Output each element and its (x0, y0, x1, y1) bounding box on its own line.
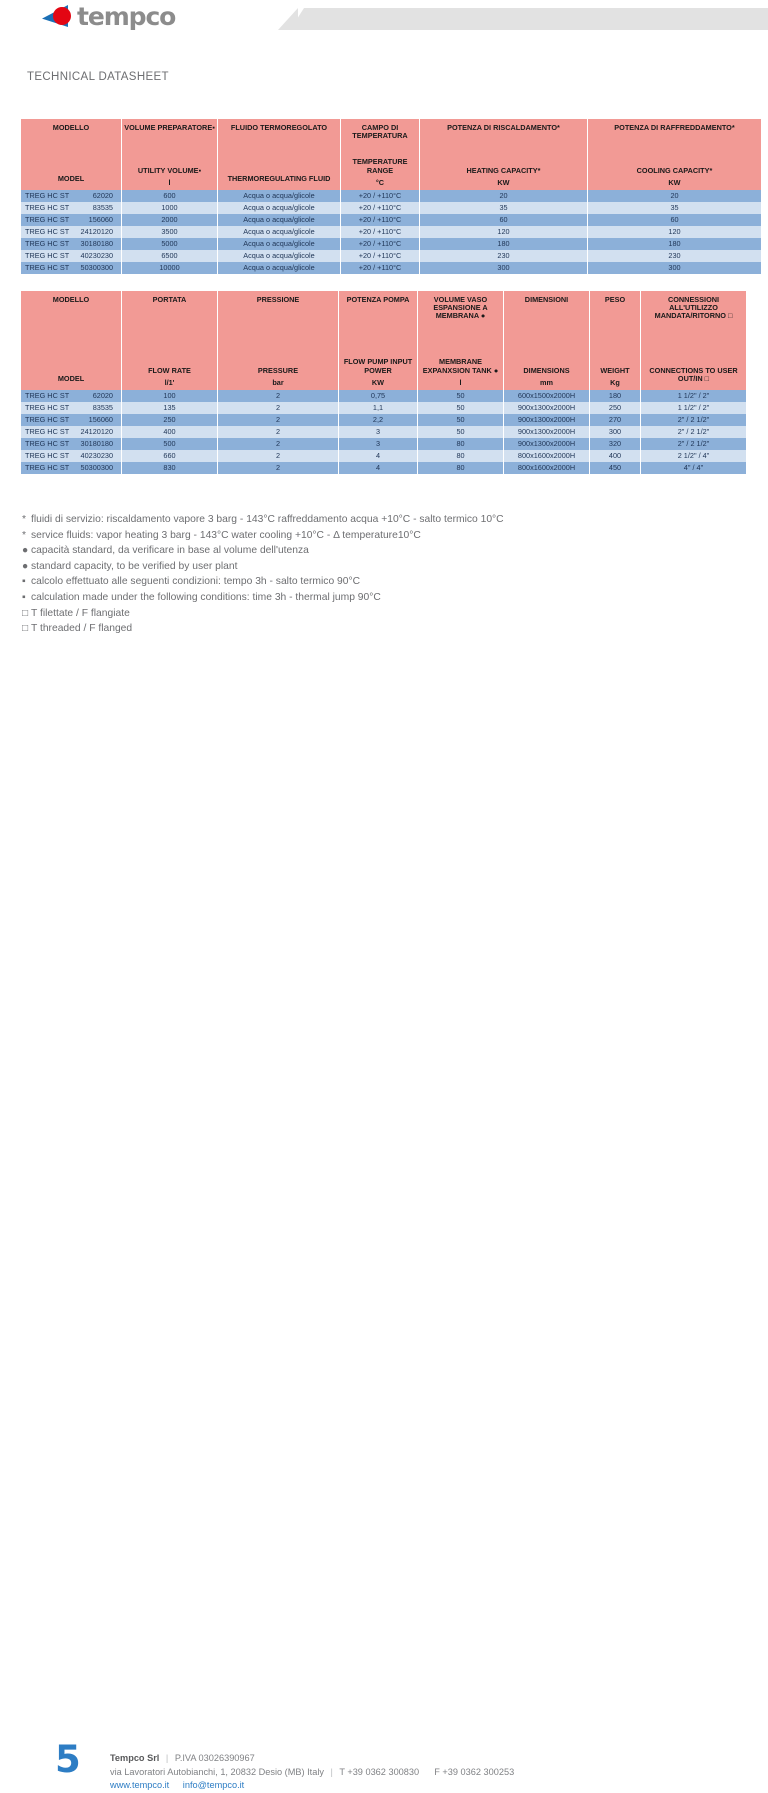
cell-weight: 320 (590, 438, 640, 450)
cell-fluid: Acqua o acqua/glicole (218, 214, 340, 226)
footer-phone: T +39 0362 300830 (339, 1766, 420, 1777)
model-prefix: TREG HC ST (25, 263, 70, 272)
column-header-4 (418, 291, 503, 390)
cell-volume: 600 (122, 190, 217, 202)
header-label-it: MODELLO (52, 123, 90, 132)
page-title: TECHNICAL DATASHEET (27, 71, 169, 83)
table-row (21, 462, 746, 474)
column-header-stack (122, 119, 217, 190)
cell-cooling: 300 (588, 262, 761, 274)
table-row (21, 450, 746, 462)
logo-wordmark: tempco (77, 1, 176, 31)
header-label-en: MODEL (57, 373, 85, 383)
cell-connections: 2" / 2 1/2" (641, 438, 746, 450)
table-header-row (21, 119, 761, 190)
column-header-stack (341, 119, 419, 190)
cell-tank: 50 (418, 390, 503, 402)
header-label-it: DIMENSIONI (524, 295, 569, 304)
model-prefix: TREG HC ST (25, 451, 70, 460)
footnote-symbol: * (22, 529, 27, 541)
page-footer (0, 868, 768, 1790)
cell-flow-rate: 830 (122, 462, 217, 474)
model-code: 83535 (92, 403, 113, 412)
cell-pressure: 2 (218, 426, 338, 438)
cell-temp-range: +20 / +110°C (341, 238, 419, 250)
cell-pump-power: 1,1 (339, 402, 417, 414)
cell-model (21, 450, 121, 462)
cell-temp-range: +20 / +110°C (341, 202, 419, 214)
header-label-it: CAMPO DI TEMPERATURA (352, 123, 408, 141)
column-header-5 (588, 119, 761, 190)
footnote-symbol: * (22, 514, 27, 525)
cell-weight: 400 (590, 450, 640, 462)
model-code: 156060 (88, 415, 113, 424)
cell-pump-power: 0,75 (339, 390, 417, 402)
footer-company-name: Tempco Srl (110, 1753, 160, 1763)
model-code: 24120120 (80, 227, 113, 236)
model-prefix: TREG HC ST (25, 239, 70, 248)
header-label-en: FLOW PUMP INPUT POWER (343, 357, 413, 375)
header-label-en: MODEL (57, 173, 85, 183)
cell-cooling: 20 (588, 190, 761, 202)
table-header-row (21, 291, 746, 390)
cell-flow-rate: 250 (122, 414, 217, 426)
model-code: 50300300 (80, 263, 113, 272)
column-header-stack (504, 291, 589, 390)
cell-pump-power: 2,2 (339, 414, 417, 426)
page-header-banner (0, 0, 768, 38)
cell-pressure: 2 (218, 450, 338, 462)
footnote-text: T filettate / F flangiate (31, 607, 130, 619)
table-row (21, 426, 746, 438)
cell-tank: 50 (418, 414, 503, 426)
footnote-symbol: ● (22, 560, 29, 572)
cell-model (21, 202, 121, 214)
cell-model (21, 238, 121, 250)
column-header-0 (21, 119, 121, 190)
cell-model (21, 414, 121, 426)
cell-fluid: Acqua o acqua/glicole (218, 238, 340, 250)
table-row (21, 214, 761, 226)
header-label-en: FLOW RATE (148, 365, 191, 375)
header-unit: l (459, 377, 462, 387)
cell-fluid: Acqua o acqua/glicole (218, 226, 340, 238)
footnote-item (22, 559, 722, 575)
cell-weight: 180 (590, 390, 640, 402)
model-code: 24120120 (80, 427, 113, 436)
model-code: 40230230 (80, 251, 113, 260)
header-label-it: CONNESSIONI ALL'UTILIZZO MANDATA/RITORNO □ (654, 295, 733, 321)
table-row (21, 438, 746, 450)
cell-connections: 1 1/2" / 2" (641, 390, 746, 402)
cell-volume: 5000 (122, 238, 217, 250)
model-prefix: TREG HC ST (25, 191, 70, 200)
specifications-table-general (20, 119, 762, 274)
footnote-symbol: □ (22, 623, 29, 635)
header-label-en: WEIGHT (600, 365, 630, 375)
cell-pressure: 2 (218, 390, 338, 402)
model-code: 40230230 (80, 451, 113, 460)
model-prefix: TREG HC ST (25, 439, 70, 448)
footnote-text: calculation made under the following conditions: time 3h - thermal jump 90°C (31, 591, 381, 603)
table-row (21, 202, 761, 214)
header-label-it: PORTATA (152, 295, 187, 304)
footnote-symbol: ▪ (22, 591, 26, 603)
column-header-7 (641, 291, 746, 390)
footnote-text: T threaded / F flanged (31, 623, 133, 635)
cell-model (21, 462, 121, 474)
footer-line-company (110, 1752, 514, 1766)
cell-pump-power: 4 (339, 450, 417, 462)
cell-tank: 80 (418, 450, 503, 462)
cell-tank: 80 (418, 438, 503, 450)
column-header-3 (341, 119, 419, 190)
cell-model (21, 214, 121, 226)
cell-connections: 2" / 2 1/2" (641, 414, 746, 426)
table-two-head (21, 291, 746, 390)
footer-separator-2: | (330, 1766, 333, 1777)
cell-heating: 120 (420, 226, 587, 238)
footnote-item (22, 590, 722, 606)
column-header-stack (218, 291, 338, 390)
footer-vat: P.IVA 03026390967 (174, 1753, 255, 1763)
column-header-stack (590, 291, 640, 390)
column-header-stack (218, 119, 340, 190)
cell-volume: 2000 (122, 214, 217, 226)
cell-heating: 230 (420, 250, 587, 262)
header-label-it: POTENZA DI RAFFREDDAMENTO* (614, 123, 735, 132)
footnote-symbol: ● (22, 545, 29, 557)
model-prefix: TREG HC ST (25, 403, 70, 412)
cell-model (21, 262, 121, 274)
header-label-en: HEATING CAPACITY* (466, 165, 541, 175)
column-header-stack (420, 119, 587, 190)
column-header-6 (590, 291, 640, 390)
footnote-text: standard capacity, to be verified by user plant (31, 560, 238, 572)
cell-flow-rate: 400 (122, 426, 217, 438)
tempco-logo (42, 2, 175, 30)
cell-dimensions: 600x1500x2000H (504, 390, 589, 402)
cell-temp-range: +20 / +110°C (341, 226, 419, 238)
header-unit: l (168, 177, 171, 187)
model-prefix: TREG HC ST (25, 415, 70, 424)
footnote-item (22, 606, 722, 622)
model-prefix: TREG HC ST (25, 215, 70, 224)
cell-cooling: 230 (588, 250, 761, 262)
header-unit: KW (497, 177, 510, 187)
cell-cooling: 120 (588, 226, 761, 238)
cell-connections: 1 1/2" / 2" (641, 402, 746, 414)
cell-model (21, 226, 121, 238)
header-label-it: FLUIDO TERMOREGOLATO (230, 123, 328, 132)
footer-separator: | (165, 1753, 169, 1763)
model-prefix: TREG HC ST (25, 251, 70, 260)
cell-dimensions: 900x1300x2000H (504, 414, 589, 426)
footnotes-block (22, 512, 722, 637)
header-label-it: PESO (604, 295, 626, 304)
cell-temp-range: +20 / +110°C (341, 250, 419, 262)
column-header-2 (218, 291, 338, 390)
cell-flow-rate: 500 (122, 438, 217, 450)
column-header-stack (588, 119, 761, 190)
footnote-item (22, 574, 722, 590)
cell-volume: 10000 (122, 262, 217, 274)
cell-tank: 80 (418, 462, 503, 474)
header-label-en: THERMOREGULATING FLUID (227, 173, 331, 183)
column-header-stack (641, 291, 746, 390)
model-prefix: TREG HC ST (25, 203, 70, 212)
footer-company-info (110, 1752, 514, 1793)
cell-fluid: Acqua o acqua/glicole (218, 250, 340, 262)
cell-connections: 4" / 4" (641, 462, 746, 474)
table-row (21, 226, 761, 238)
cell-weight: 300 (590, 426, 640, 438)
cell-heating: 300 (420, 262, 587, 274)
footer-website-link[interactable]: www.tempco.it (110, 1780, 170, 1790)
cell-pressure: 2 (218, 462, 338, 474)
header-unit: KW (371, 377, 385, 387)
footnote-text: service fluids: vapor heating 3 barg - 143°C water cooling +10°C - Δ temperature10°C (31, 529, 421, 541)
cell-pump-power: 3 (339, 438, 417, 450)
column-header-stack (418, 291, 503, 390)
header-label-en: CONNECTIONS TO USER OUT/IN □ (649, 365, 738, 383)
column-header-1 (122, 291, 217, 390)
column-header-stack (21, 119, 121, 190)
cell-fluid: Acqua o acqua/glicole (218, 262, 340, 274)
tempco-logo-mark-icon (42, 3, 76, 29)
footer-fax: F +39 0362 300253 (434, 1766, 515, 1777)
header-unit: Kg (610, 377, 620, 387)
cell-flow-rate: 100 (122, 390, 217, 402)
model-code: 30180180 (80, 239, 113, 248)
cell-tank: 50 (418, 426, 503, 438)
cell-pressure: 2 (218, 402, 338, 414)
column-header-4 (420, 119, 587, 190)
footer-line-address (110, 1766, 514, 1780)
header-label-en: COOLING CAPACITY* (636, 165, 713, 175)
cell-weight: 270 (590, 414, 640, 426)
model-prefix: TREG HC ST (25, 463, 70, 472)
cell-temp-range: +20 / +110°C (341, 214, 419, 226)
banner-gray-bar (290, 8, 768, 30)
cell-connections: 2 1/2" / 4" (641, 450, 746, 462)
header-label-en: MEMBRANE EXPANXSION TANK ● (422, 357, 499, 375)
model-code: 30180180 (80, 439, 113, 448)
table-one-head (21, 119, 761, 190)
footer-email-link[interactable]: info@tempco.it (182, 1780, 245, 1790)
cell-dimensions: 800x1600x2000H (504, 450, 589, 462)
model-prefix: TREG HC ST (25, 227, 70, 236)
footer-address: via Lavoratori Autobianchi, 1, 20832 Desio (MB) Italy (110, 1766, 324, 1777)
model-prefix: TREG HC ST (25, 391, 70, 400)
cell-temp-range: +20 / +110°C (341, 262, 419, 274)
cell-heating: 35 (420, 202, 587, 214)
cell-temp-range: +20 / +110°C (341, 190, 419, 202)
specifications-table-hydraulic (20, 291, 747, 474)
model-code: 62020 (92, 191, 113, 200)
column-header-0 (21, 291, 121, 390)
header-label-it: POTENZA POMPA (346, 295, 410, 304)
cell-connections: 2" / 2 1/2" (641, 426, 746, 438)
table-row (21, 262, 761, 274)
footer-line-links (110, 1779, 514, 1793)
table-row (21, 238, 761, 250)
footnote-item (22, 621, 722, 637)
cell-pressure: 2 (218, 438, 338, 450)
cell-model (21, 250, 121, 262)
header-label-it: MODELLO (52, 295, 90, 304)
column-header-5 (504, 291, 589, 390)
header-label-it: VOLUME PREPARATORE▪ (124, 123, 215, 132)
header-unit: °C (375, 177, 385, 187)
table-one-body (21, 190, 761, 274)
table-two-body (21, 390, 746, 474)
header-label-it: POTENZA DI RISCALDAMENTO* (447, 123, 560, 132)
header-label-en: DIMENSIONS (523, 365, 570, 375)
footnote-text: fluidi di servizio: riscaldamento vapore 3 barg - 143°C raffreddamento acqua +10°C - salto termico 10°C (31, 514, 504, 525)
column-header-3 (339, 291, 417, 390)
table-row (21, 414, 746, 426)
cell-dimensions: 900x1300x2000H (504, 426, 589, 438)
cell-flow-rate: 135 (122, 402, 217, 414)
footnote-item (22, 512, 722, 528)
header-unit: KW (668, 177, 681, 187)
table-row (21, 190, 761, 202)
footnote-symbol: ▪ (22, 576, 26, 588)
cell-model (21, 438, 121, 450)
cell-model (21, 390, 121, 402)
header-label-en: UTILITY VOLUME▪ (137, 165, 202, 175)
cell-pressure: 2 (218, 414, 338, 426)
cell-model (21, 426, 121, 438)
footnote-text: calcolo effettuato alle seguenti condizioni: tempo 3h - salto termico 90°C (31, 576, 361, 588)
page-number: 5 (55, 1738, 81, 1781)
cell-tank: 50 (418, 402, 503, 414)
cell-volume: 6500 (122, 250, 217, 262)
cell-cooling: 180 (588, 238, 761, 250)
model-code: 156060 (88, 215, 113, 224)
column-header-2 (218, 119, 340, 190)
footnote-text: capacità standard, da verificare in base al volume dell'utenza (31, 545, 309, 557)
header-unit: bar (272, 377, 284, 387)
table-row (21, 250, 761, 262)
header-label-en: TEMPERATURE RANGE (352, 157, 408, 175)
cell-volume: 1000 (122, 202, 217, 214)
footnote-item (22, 543, 722, 559)
header-label-it: VOLUME VASO ESPANSIONE A MEMBRANA ● (433, 295, 488, 321)
header-unit: l/1' (164, 377, 175, 387)
cell-dimensions: 900x1300x2000H (504, 402, 589, 414)
cell-flow-rate: 660 (122, 450, 217, 462)
model-code: 83535 (92, 203, 113, 212)
column-header-stack (122, 291, 217, 390)
column-header-1 (122, 119, 217, 190)
model-prefix: TREG HC ST (25, 427, 70, 436)
cell-model (21, 402, 121, 414)
cell-cooling: 35 (588, 202, 761, 214)
header-label-en: PRESSURE (257, 365, 299, 375)
cell-heating: 180 (420, 238, 587, 250)
cell-dimensions: 800x1600x2000H (504, 462, 589, 474)
cell-heating: 60 (420, 214, 587, 226)
table-row (21, 390, 746, 402)
cell-fluid: Acqua o acqua/glicole (218, 202, 340, 214)
cell-model (21, 190, 121, 202)
logo-red-dot-shape (53, 7, 71, 25)
cell-cooling: 60 (588, 214, 761, 226)
footnote-item (22, 528, 722, 544)
cell-weight: 450 (590, 462, 640, 474)
column-header-stack (21, 291, 121, 390)
table-row (21, 402, 746, 414)
model-code: 50300300 (80, 463, 113, 472)
cell-heating: 20 (420, 190, 587, 202)
cell-fluid: Acqua o acqua/glicole (218, 190, 340, 202)
header-label-it: PRESSIONE (256, 295, 300, 304)
model-code: 62020 (92, 391, 113, 400)
header-unit: mm (540, 377, 553, 387)
cell-dimensions: 900x1300x2000H (504, 438, 589, 450)
cell-volume: 3500 (122, 226, 217, 238)
cell-pump-power: 3 (339, 426, 417, 438)
footnote-symbol: □ (22, 607, 29, 619)
column-header-stack (339, 291, 417, 390)
cell-weight: 250 (590, 402, 640, 414)
cell-pump-power: 4 (339, 462, 417, 474)
